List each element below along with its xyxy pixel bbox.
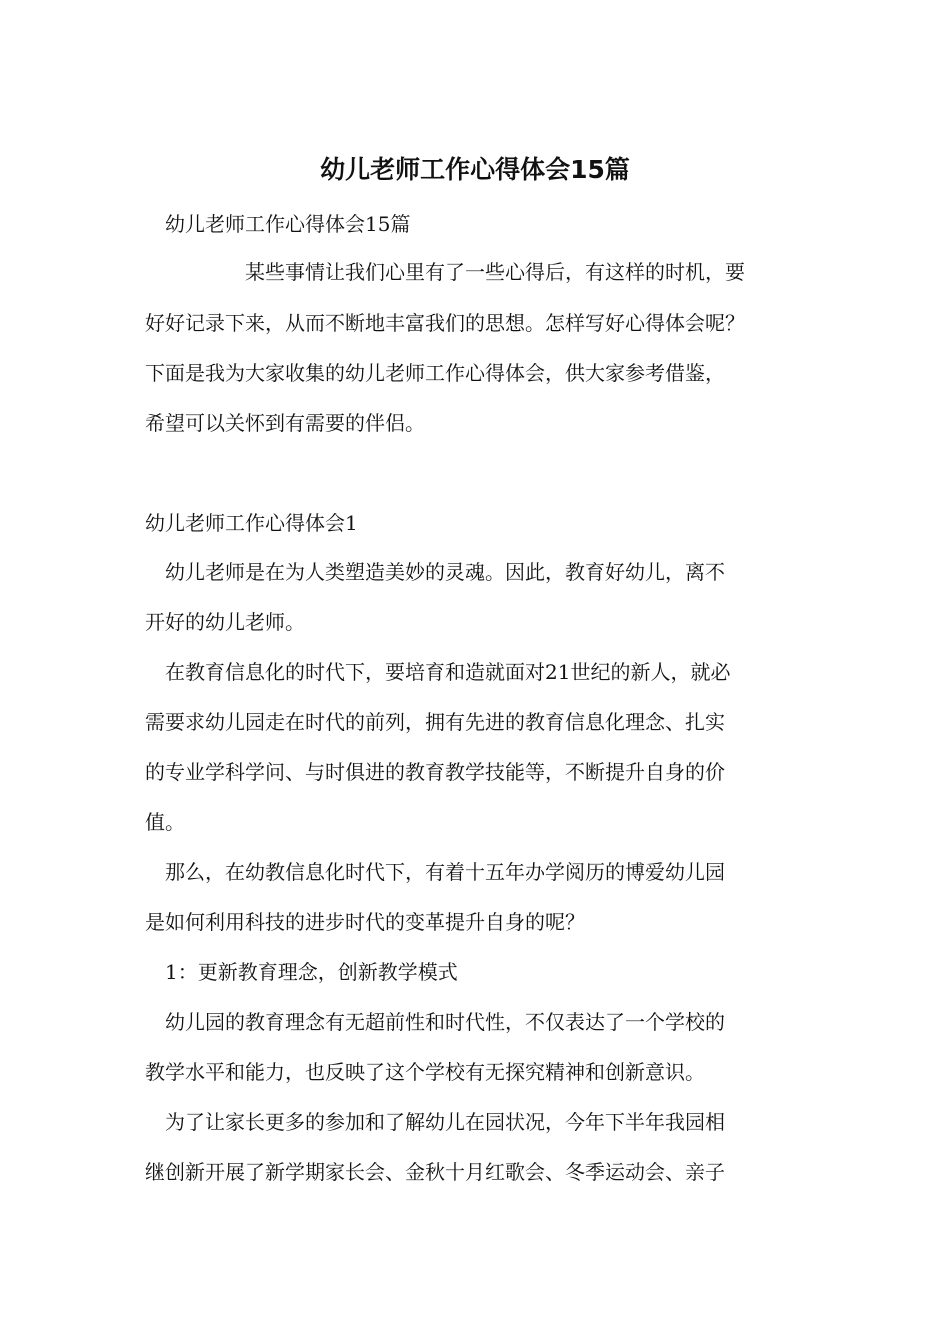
paragraph-line: 需要求幼儿园走在时代的前列，拥有先进的教育信息化理念、扎实 <box>145 710 725 734</box>
paragraph-line: 是如何利用科技的进步时代的变革提升自身的呢？ <box>145 910 585 934</box>
paragraph-line: 某些事情让我们心里有了一些心得后，有这样的时机，要 <box>245 260 745 284</box>
paragraph-line: 值。 <box>145 810 185 834</box>
paragraph-line: 幼儿老师是在为人类塑造美妙的灵魂。因此，教育好幼儿，离不 <box>165 560 725 584</box>
paragraph-line: 那么，在幼教信息化时代下，有着十五年办学阅历的博爱幼儿园 <box>165 860 725 884</box>
subsection-heading: 1：更新教育理念，创新教学模式 <box>165 960 458 984</box>
paragraph-line: 教学水平和能力，也反映了这个学校有无探究精神和创新意识。 <box>145 1060 705 1084</box>
document-subtitle: 幼儿老师工作心得体会15篇 <box>165 212 411 236</box>
paragraph-line: 幼儿园的教育理念有无超前性和时代性，不仅表达了一个学校的 <box>165 1010 725 1034</box>
document-title: 幼儿老师工作心得体会15篇 <box>320 155 630 184</box>
paragraph-line: 的专业学科学问、与时俱进的教育教学技能等，不断提升自身的价 <box>145 760 725 784</box>
paragraph-line: 好好记录下来，从而不断地丰富我们的思想。怎样写好心得体会呢？ <box>145 311 745 335</box>
paragraph-line: 下面是我为大家收集的幼儿老师工作心得体会，供大家参考借鉴， <box>145 361 725 385</box>
paragraph-line: 在教育信息化的时代下，要培育和造就面对21世纪的新人，就必 <box>165 660 731 684</box>
section-heading: 幼儿老师工作心得体会1 <box>145 511 358 535</box>
paragraph-line: 开好的幼儿老师。 <box>145 610 305 634</box>
paragraph-line: 继创新开展了新学期家长会、金秋十月红歌会、冬季运动会、亲子 <box>145 1160 725 1184</box>
paragraph-line: 希望可以关怀到有需要的伴侣。 <box>145 411 425 435</box>
paragraph-line: 为了让家长更多的参加和了解幼儿在园状况，今年下半年我园相 <box>165 1110 725 1134</box>
